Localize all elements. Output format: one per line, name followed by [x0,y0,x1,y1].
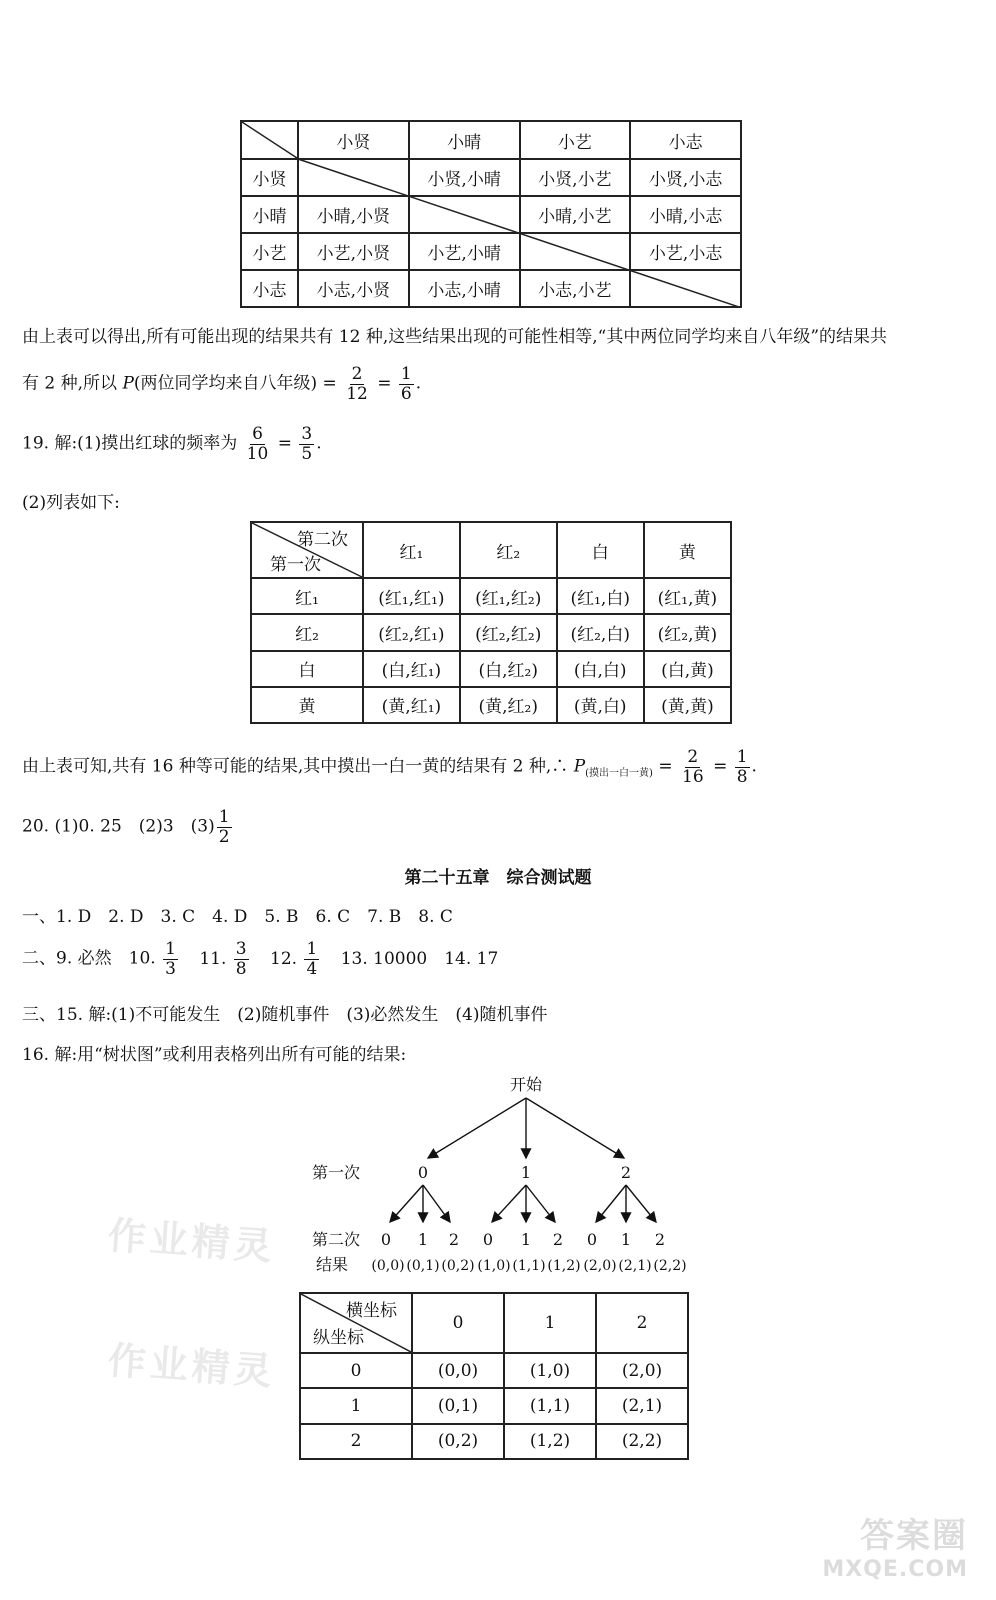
table-cell: (红₂,黄) [644,614,731,650]
fraction: $\frac{3}{8}$ [235,939,247,979]
chapter-title: 第二十五章 综合测试题 [404,868,592,888]
col-header: 红₁ [363,522,460,578]
table-cell: (1,2) [504,1424,596,1459]
table-cell: 小志,小艺 [520,270,631,307]
row-header: 1 [300,1388,412,1423]
tree-level2-label: 第二次 [312,1230,361,1249]
row-header: 2 [300,1424,412,1459]
tree-node: 1 [620,1230,632,1249]
tree-node: 1 [520,1230,532,1249]
table-corner: 横坐标 纵坐标 [300,1293,412,1353]
table-cell: (红₁,黄) [644,578,731,614]
fraction: $\frac{2}{16}$ [682,747,704,787]
row-header: 小晴 [241,196,298,233]
table-cell: 小艺,小贤 [298,233,409,270]
col-header: 小艺 [520,121,631,159]
table-cell: (黄,黄) [644,687,731,723]
col-header: 小晴 [409,121,520,159]
table-cell: 小晴,小贤 [298,196,409,233]
table-cell: (2,1) [596,1388,688,1423]
col-header: 2 [596,1293,688,1353]
fraction: $\frac{2}{12}$ [346,364,368,404]
table-cell: (红₁,红₂) [460,578,557,614]
section-1-answers: 一、1. D 2. D 3. C 4. D 5. B 6. C 7. B 8. C [22,907,453,927]
q19-part1: 19. 解:(1)摸出红球的频率为 $\frac{6}{10}$ = $\frac{3}{5}$ . [22,424,322,464]
tree-node: 1 [520,1163,532,1182]
tree-node: 0 [482,1230,494,1249]
tree-result: (2,1) [618,1258,652,1274]
fraction: $\frac{6}{10}$ [246,424,269,464]
fraction: $\frac{1}{4}$ [306,939,318,979]
table-cell: 小贤,小晴 [409,159,520,196]
row-header: 白 [251,651,363,687]
tree-node: 2 [620,1163,632,1182]
table-cell: 小艺,小晴 [409,233,520,270]
tree-result: (0,2) [441,1258,475,1274]
fraction: $\frac{1}{8}$ [736,747,748,787]
section-3-answers: 三、15. 解:(1)不可能发生 (2)随机事件 (3)必然发生 (4)随机事件 [22,1005,548,1025]
tree-root: 开始 [509,1075,543,1094]
table-cell: 小志,小贤 [298,270,409,307]
table-cell: (白,白) [557,651,644,687]
q16: 16. 解:用“树状图”或利用表格列出所有可能的结果: [22,1045,407,1065]
tree-node: 0 [417,1163,429,1182]
table-cell: (红₁,红₁) [363,578,460,614]
q19-part2: (2)列表如下: [22,493,120,513]
tree-result: (1,1) [512,1258,546,1274]
col-header: 红₂ [460,522,557,578]
tree-node: 2 [552,1230,564,1249]
table-cell: (黄,白) [557,687,644,723]
col-header: 1 [504,1293,596,1353]
fraction: $\frac{1}{6}$ [400,364,412,404]
row-header: 小贤 [241,159,298,196]
table-cell: (0,0) [412,1353,504,1388]
fraction: $\frac{1}{2}$ [218,807,230,847]
tree-node: 0 [586,1230,598,1249]
col-header: 白 [557,522,644,578]
section-2-answers: 二、9. 必然 10. $\frac{1}{3}$ 11. $\frac{3}{8}$ 12. $\frac{1}{4}$ 13. 10000 14. 17 [22,939,499,979]
tree-node: 2 [654,1230,666,1249]
paragraph-line: 由上表可以得出,所有可能出现的结果共有 12 种,这些结果出现的可能性相等,“其中两位同学均来自八年级”的结果共 [22,327,888,347]
table-cell: 小贤,小志 [630,159,741,196]
tree-node: 0 [380,1230,392,1249]
row-header: 红₁ [251,578,363,614]
col-header: 黄 [644,522,731,578]
row-header: 红₂ [251,614,363,650]
table-cell: 小贤,小艺 [520,159,631,196]
tree-diagram [300,1070,700,1280]
table-balls [250,521,732,724]
table-cell: (2,2) [596,1424,688,1459]
fraction: $\frac{3}{5}$ [301,424,313,464]
fraction: $\frac{1}{3}$ [165,939,176,979]
table-cell: (白,红₂) [460,651,557,687]
col-header: 0 [412,1293,504,1353]
table-cell: 小艺,小志 [630,233,741,270]
tree-node: 1 [417,1230,429,1249]
site-logo: 答案圈 MXQE.COM [822,1516,968,1582]
tree-level1-label: 第一次 [312,1163,361,1182]
table-cell: 小晴,小志 [630,196,741,233]
probability-line: 有 2 种,所以 P(两位同学均来自八年级) = $\frac{2}{12}$ = $\frac{1}{6}$ . [22,364,422,404]
watermark: 作业精灵 [106,1213,278,1269]
watermark: 作业精灵 [106,1338,278,1394]
table-cell: (1,1) [504,1388,596,1423]
table-cell: (1,0) [504,1353,596,1388]
tree-result: (0,1) [406,1258,440,1274]
table-cell: (0,2) [412,1424,504,1459]
tree-result: (1,0) [477,1258,511,1274]
tree-result: (2,0) [583,1258,617,1274]
table-cell: (红₂,白) [557,614,644,650]
tree-result: (2,2) [653,1258,687,1274]
table-cell: (红₂,红₂) [460,614,557,650]
row-header: 小艺 [241,233,298,270]
tree-result-label: 结果 [316,1255,349,1274]
table-cell: (0,1) [412,1388,504,1423]
table-cell: 小志,小晴 [409,270,520,307]
table-cell: (红₂,红₁) [363,614,460,650]
table-cell: 小晴,小艺 [520,196,631,233]
tree-node: 2 [448,1230,460,1249]
row-header: 黄 [251,687,363,723]
table-coordinates [299,1292,689,1460]
col-header: 小贤 [298,121,409,159]
tree-result: (1,2) [547,1258,581,1274]
table-cell: (黄,红₂) [460,687,557,723]
table-cell: (黄,红₁) [363,687,460,723]
tree-result: (0,0) [371,1258,405,1274]
row-header: 0 [300,1353,412,1388]
table-cell: (2,0) [596,1353,688,1388]
q20: 20. (1)0. 25 (2)3 (3) $\frac{1}{2}$ [22,807,230,847]
row-header: 小志 [241,270,298,307]
table-corner: 第二次 第一次 [251,522,363,578]
table-diagonal [240,120,742,308]
col-header: 小志 [630,121,741,159]
table-cell: (白,红₁) [363,651,460,687]
probability-line: 由上表可知,共有 16 种等可能的结果,其中摸出一白一黄的结果有 2 种,∴ $P_{(摸出一白一黄)}$ = $\frac{2}{16}$ = $\frac{1}{8}$ . [22,747,757,787]
table-cell: (红₁,白) [557,578,644,614]
table-cell: (白,黄) [644,651,731,687]
